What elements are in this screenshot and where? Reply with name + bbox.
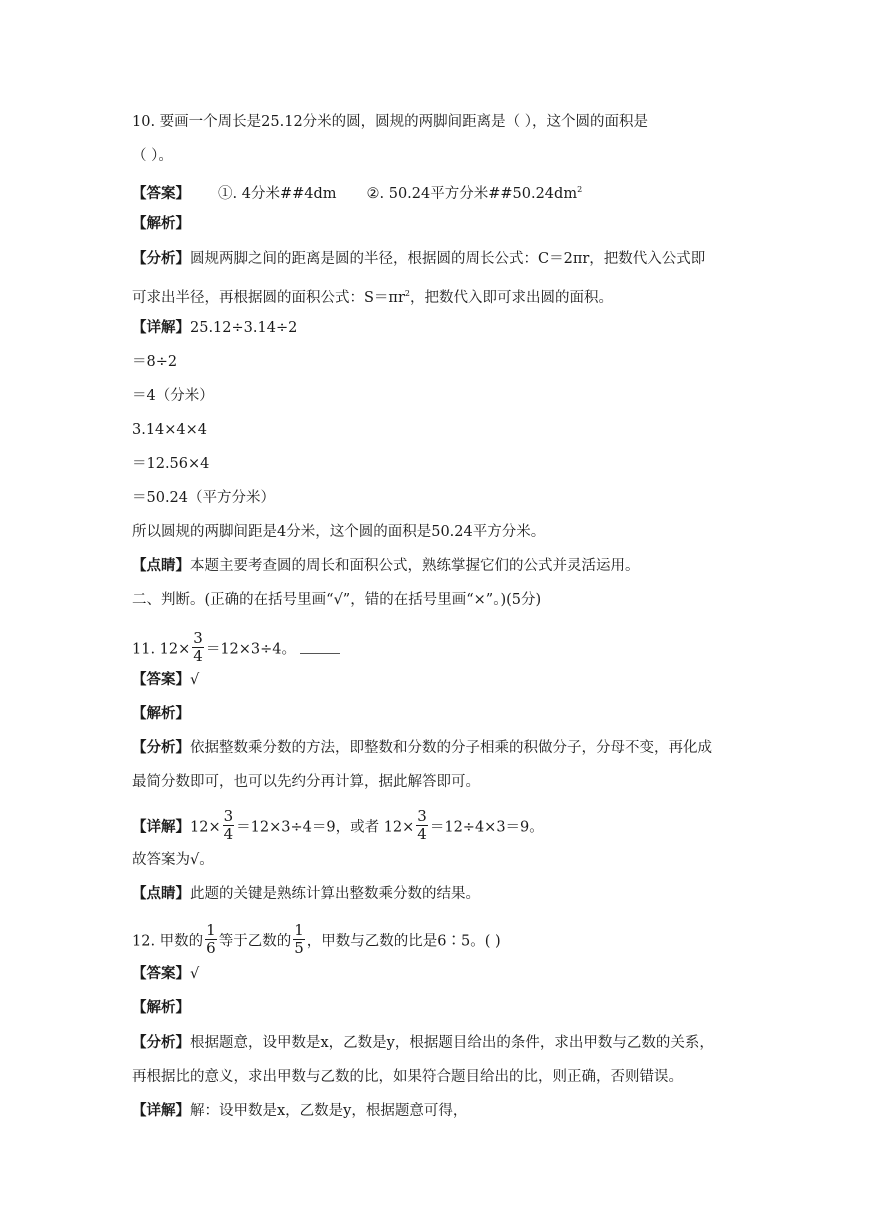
dianjing-label: 【点睛】 (132, 557, 190, 574)
frac-denominator: 6 (206, 939, 216, 957)
q12-prefix: 12. 甲数的 (132, 933, 204, 950)
q12-fenxi-text1: 根据题意，设甲数是x，乙数是y，根据题目给出的条件，求出甲数与乙数的关系， (190, 1035, 714, 1051)
q12-fenxi-line2: 再根据比的意义，求出甲数与乙数的比，如果符合题目给出的比，则正确，否则错误。 (132, 1069, 683, 1085)
xiangjie-label: 【详解】 (132, 319, 190, 336)
frac-denominator: 4 (193, 647, 203, 665)
q10-answer-line (132, 180, 582, 204)
q12-suffix: ，甲数与乙数的比是6∶5。( ) (306, 933, 501, 950)
q11-fenxi-line1 (132, 738, 712, 758)
fenxi-label: 【分析】 (132, 1034, 190, 1051)
q12-fenxi-line1 (132, 1033, 714, 1053)
q11-fenxi-text1: 依据整数乘分数的方法，即整数和分数的分子相乘的积做分子，分母不变，再化成 (190, 740, 712, 756)
fenxi-label: 【分析】 (132, 739, 190, 756)
answer-label: 【答案】 (132, 184, 190, 202)
q11-xj-fraction-2 (416, 808, 428, 843)
q11-answer-line (132, 670, 199, 690)
q10-dianjing-line (132, 556, 640, 576)
q10-fenxi-text2a: 可求出半径，再根据圆的面积公式：S＝πr (132, 289, 405, 306)
q10-question-line1: 10. 要画一个周长是25.12分米的圆，圆规的两脚间距离是（ ），这个圆的面积是 (132, 114, 649, 130)
frac-numerator: 3 (223, 807, 234, 825)
q10-question-line2: （ ）。 (132, 148, 173, 164)
answer-label: 【答案】 (132, 965, 190, 982)
q11-fraction (192, 630, 204, 665)
frac-numerator: 1 (294, 921, 304, 939)
q11-analysis-label: 【解析】 (132, 705, 190, 722)
q11-conclusion: 故答案为√。 (132, 852, 214, 868)
q11-xj-fraction-1 (223, 808, 235, 843)
dianjing-label: 【点睛】 (132, 885, 190, 902)
frac-denominator: 5 (294, 939, 304, 957)
q12-answer-line (132, 964, 199, 984)
frac-numerator: 1 (206, 921, 216, 939)
q11-dianjing-text: 此题的关键是熟练计算出整数乘分数的结果。 (190, 886, 480, 902)
q10-conclusion: 所以圆规的两脚间距是4分米，这个圆的面积是50.24平方分米。 (132, 524, 546, 540)
q11-dianjing-line (132, 884, 480, 904)
q11-xj-a: 12× (190, 819, 221, 836)
answer-blank (300, 641, 340, 654)
q11-fenxi-line2: 最简分数即可，也可以先约分再计算，据此解答即可。 (132, 774, 480, 790)
q12-fraction-2 (293, 922, 305, 957)
q10-fenxi-line2 (132, 284, 613, 308)
q11-prefix: 11. 12× (132, 641, 191, 658)
q12-fraction-1 (205, 922, 217, 957)
fenxi-label: 【分析】 (132, 250, 190, 267)
q11-question-line (132, 629, 340, 667)
q10-fenxi-text1: 圆规两脚之间的距离是圆的半径，根据圆的周长公式：C＝2πr，把数代入公式即 (190, 251, 706, 267)
frac-denominator: 4 (223, 825, 234, 843)
q12-xiangjie-text: 解：设甲数是x，乙数是y，根据题意可得， (190, 1103, 468, 1119)
q10-step-5: ＝50.24（平方分米） (132, 490, 276, 506)
xiangjie-label: 【详解】 (132, 1102, 190, 1119)
section-heading-judgment: 二、判断。(正确的在括号里画“√”，错的在括号里画“×”。)(5分) (132, 592, 542, 608)
q10-step-0: 25.12÷3.14÷2 (190, 320, 298, 336)
q10-fenxi-text2b: ，把数代入即可求出圆的面积。 (410, 289, 613, 306)
q10-step-2: ＝4（分米） (132, 388, 214, 404)
q10-answer-2: ②. 50.24平方分米##50.24dm (366, 185, 578, 202)
q10-answer-2-sup: 2 (577, 185, 583, 194)
q12-analysis-label: 【解析】 (132, 999, 190, 1016)
q11-answer: √ (190, 672, 200, 688)
q10-analysis-label: 【解析】 (132, 215, 190, 232)
q10-fenxi-sup: 2 (404, 289, 410, 298)
q12-question-line (132, 921, 501, 959)
q10-step-1: ＝8÷2 (132, 354, 178, 370)
q10-answer-1: ①. 4分米##4dm (218, 185, 337, 202)
q10-xiangjie-line (132, 318, 297, 338)
frac-numerator: 3 (417, 807, 427, 825)
q12-xiangjie-line (132, 1101, 467, 1121)
q12-answer: √ (190, 966, 200, 982)
frac-numerator: 3 (193, 629, 203, 647)
q10-step-3: 3.14×4×4 (132, 422, 208, 438)
answer-label: 【答案】 (132, 671, 190, 688)
q11-xj-c: ＝12÷4×3＝9。 (429, 819, 544, 836)
frac-denominator: 4 (417, 825, 427, 843)
q12-mid: 等于乙数的 (218, 933, 292, 950)
q11-xj-b: ＝12×3÷4＝9，或者 12× (236, 819, 415, 836)
q10-fenxi-line1 (132, 249, 705, 269)
q11-xiangjie-line (132, 807, 544, 845)
q10-dianjing-text: 本题主要考查圆的周长和面积公式，熟练掌握它们的公式并灵活运用。 (190, 558, 640, 574)
q11-suffix: ＝12×3÷4。 (205, 641, 297, 658)
q10-step-4: ＝12.56×4 (132, 456, 210, 472)
xiangjie-label: 【详解】 (132, 818, 190, 836)
